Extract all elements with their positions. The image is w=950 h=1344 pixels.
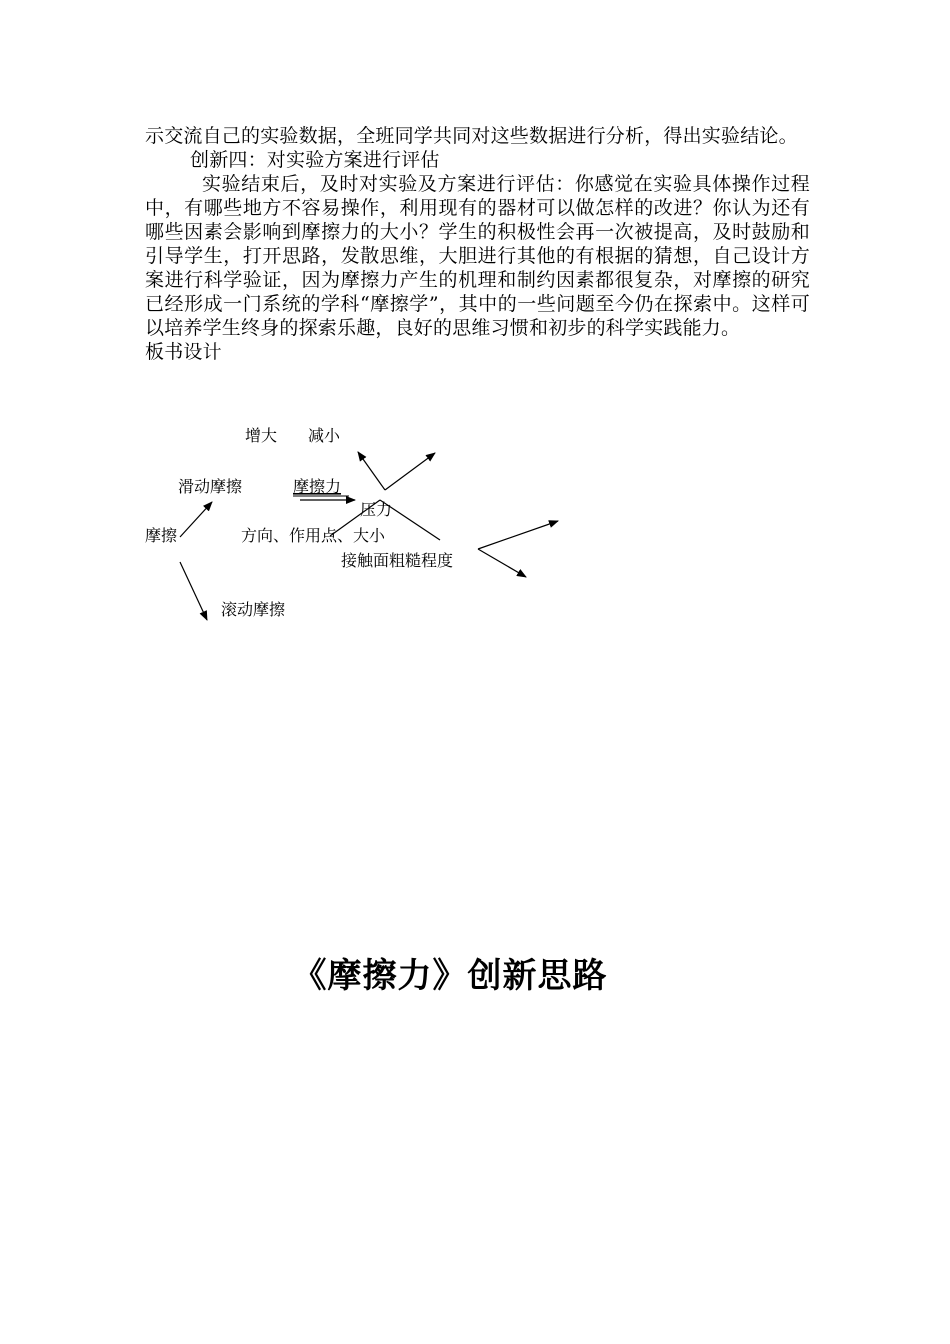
arrow-roughness-down <box>478 549 526 577</box>
arrow-friction-to-sliding <box>180 502 212 537</box>
section-heading-innovation-four: 创新四：对实验方案进行评估 <box>190 149 440 171</box>
label-pressure: 压力 <box>360 500 393 519</box>
paragraph-evaluation: 实验结束后，及时对实验及方案进行评估：你感觉在实验具体操作过程中，有哪些地方不容易操作，利用现有的器材可以做怎样的改进？你认为还有哪些因素会影响到摩擦力的大小？学生的积极性会再一次被提高，及时鼓励和引导学生，打开思路，发散思维，大胆进行其他的有根据的猜想，自己设计方案进行科学验证，因为摩擦力产生的机理和制约因素都很复杂，对摩擦的研究已经形成一门系统的学科“摩擦学”，其中的一些问题至今仍在探索中。这样可以培养学生终身的探索乐趣，良好的思维习惯和初步的科学实践能力。 <box>145 173 810 339</box>
label-increase: 增大 <box>245 426 278 445</box>
label-direction-point-magnitude: 方向、作用点、大小 <box>241 526 386 545</box>
label-friction: 摩擦 <box>145 526 178 545</box>
label-friction-force: 摩擦力 <box>293 477 342 496</box>
document-title: 《摩擦力》创新思路 <box>292 956 608 996</box>
label-decrease: 减小 <box>308 426 341 445</box>
line-to-contact-roughness <box>380 500 440 540</box>
arrow-roughness-up <box>478 521 558 549</box>
board-design-heading: 板书设计 <box>145 341 222 363</box>
label-sliding-friction: 滑动摩擦 <box>178 477 243 496</box>
label-contact-roughness: 接触面粗糙程度 <box>341 551 454 570</box>
paragraph-data-exchange: 示交流自己的实验数据，全班同学共同对这些数据进行分析，得出实验结论。 <box>145 125 798 147</box>
arrow-to-decrease <box>385 453 435 490</box>
label-rolling-friction: 滚动摩擦 <box>221 600 286 619</box>
arrow-friction-to-rolling <box>180 562 207 620</box>
arrow-to-increase <box>358 452 385 490</box>
